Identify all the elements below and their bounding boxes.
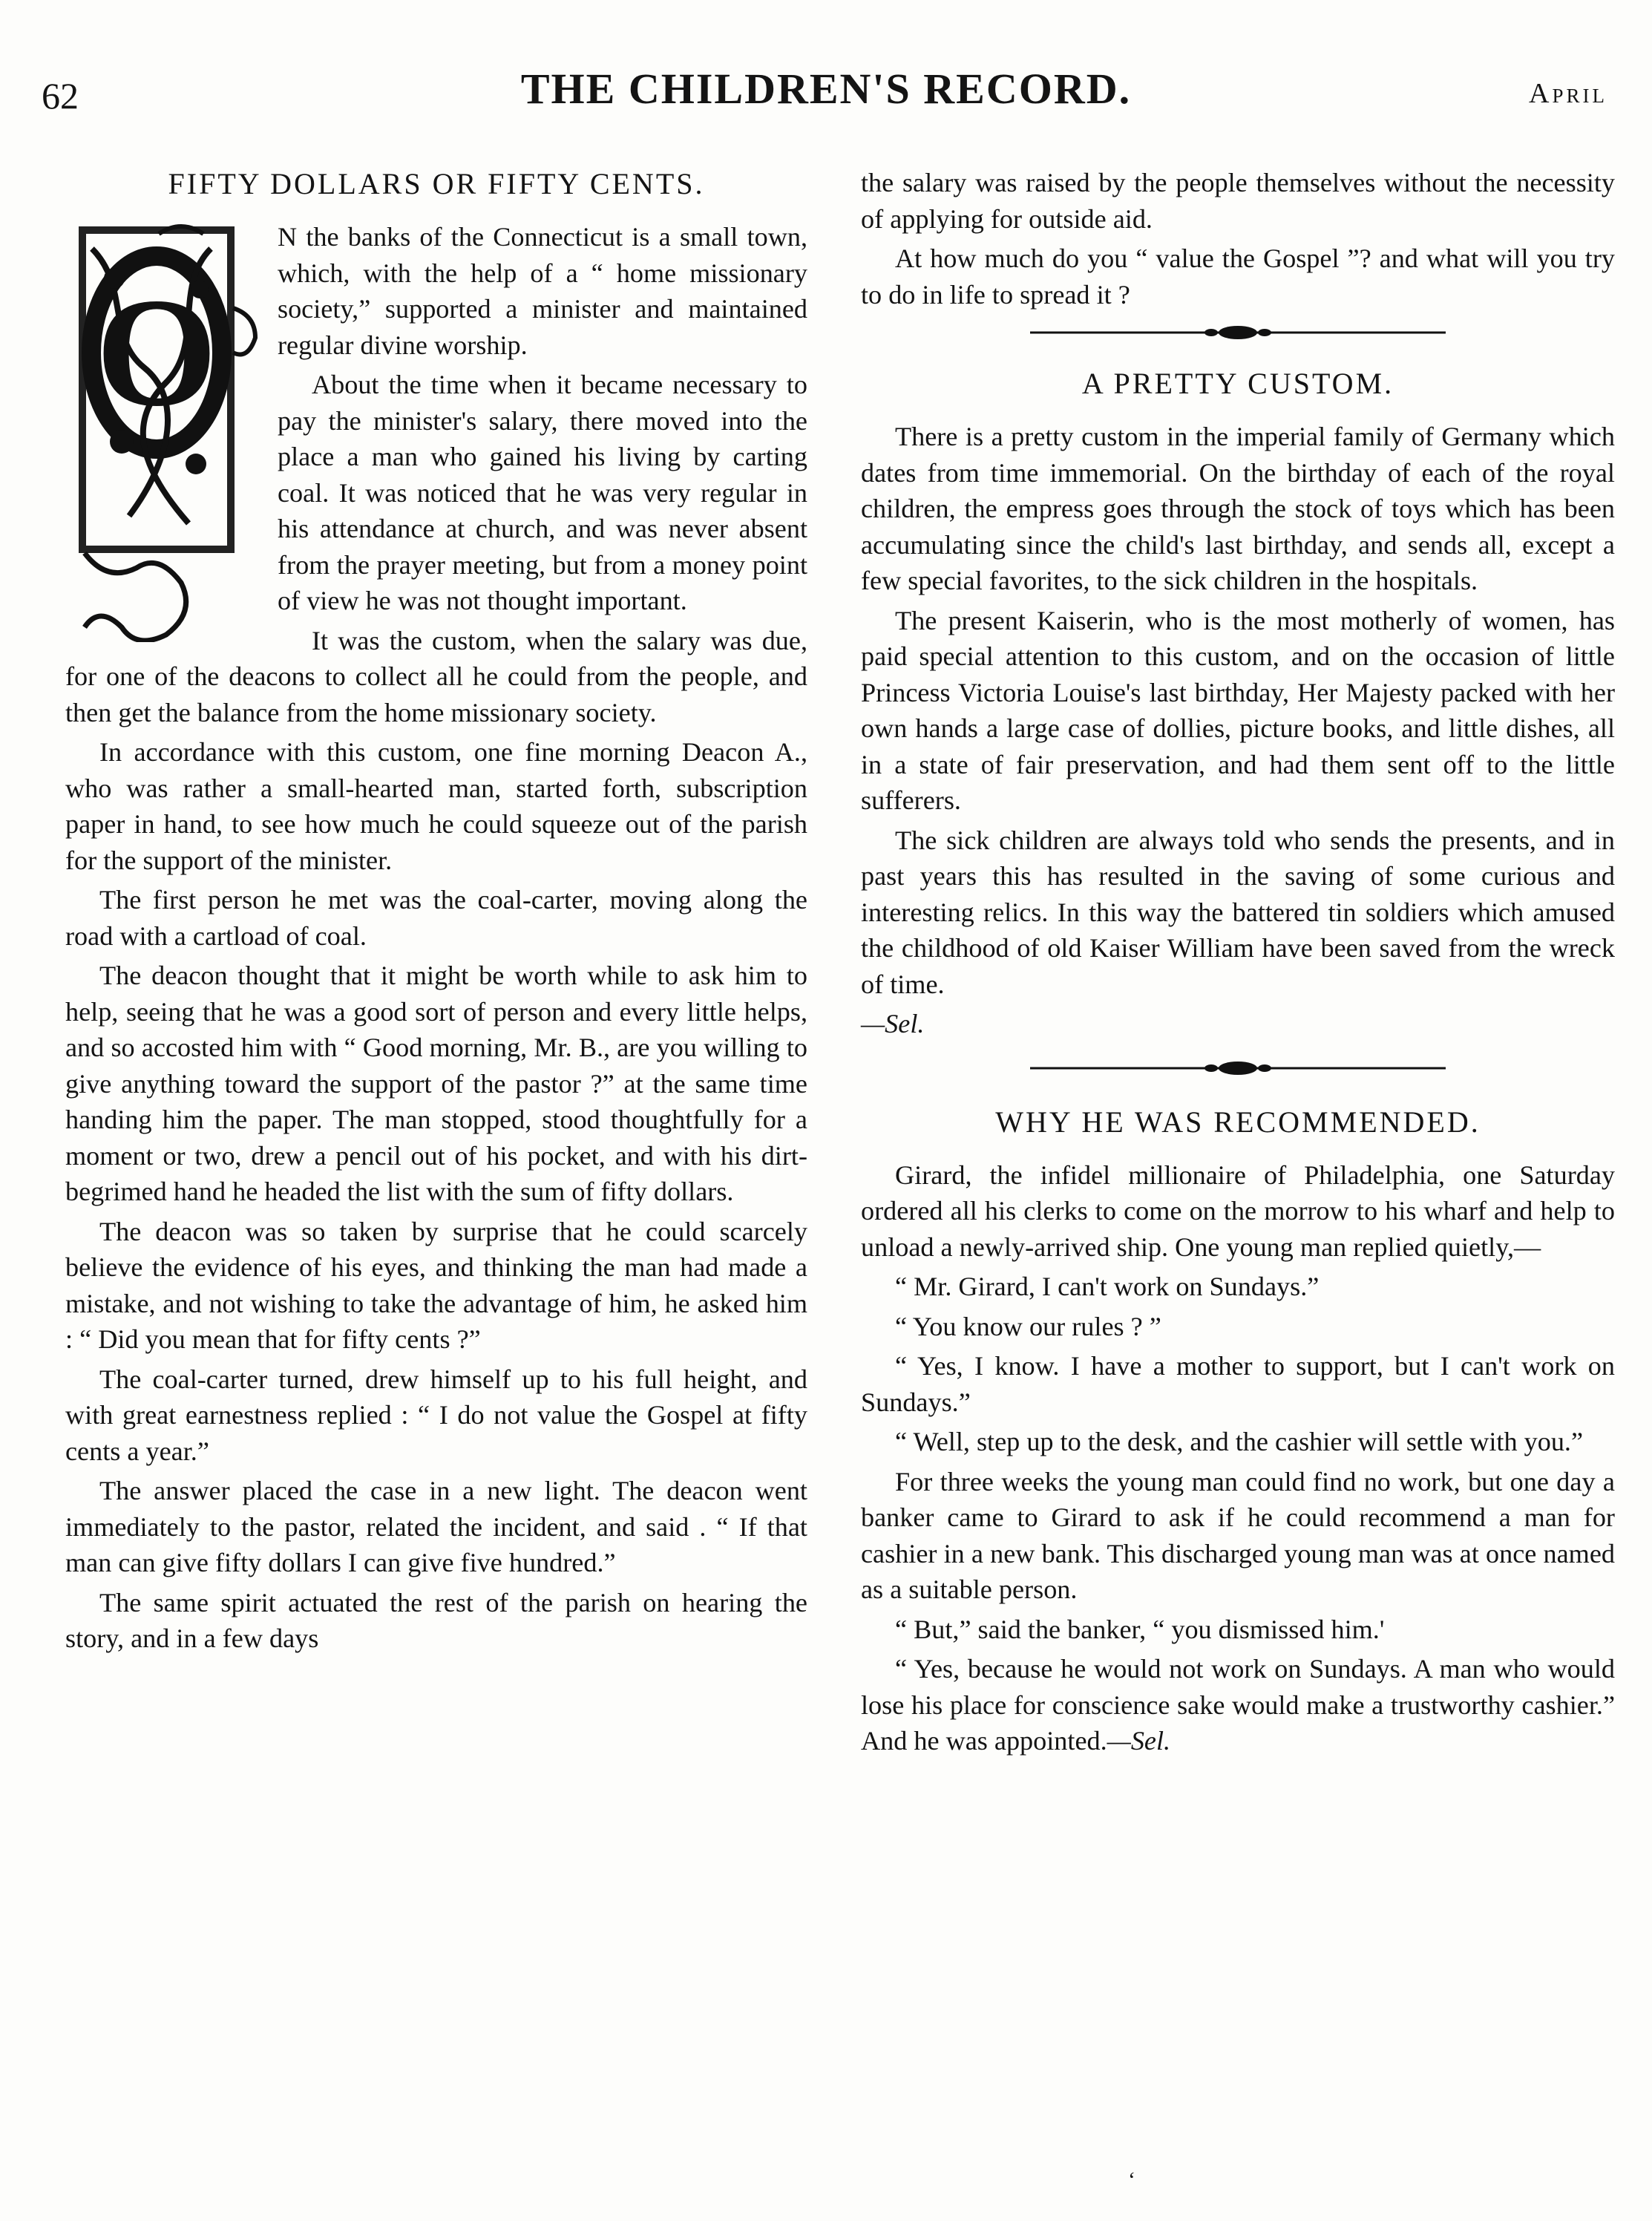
paragraph: The answer placed the case in a new light. The deacon went immediately to the pastor, related the incident, and said . “ If that man can give fifty dollars I can give five hundred.” [65,1476,807,1577]
source-credit [861,1006,1615,1042]
paragraph: For three weeks the young man could find no work, but one day a banker came to Girard to ask if he could recommend a man for cashier in a new bank. This discharged young man was at once named as a suitable person. [861,1466,1615,1604]
paragraph: N the banks of the Connecticut is a small town, which, with the help of a “ home missionary society,” supported a minister and maintained regular divine worship. [278,222,807,360]
paragraph [861,1651,1615,1759]
article-title-fifty-dollars: FIFTY DOLLARS OR FIFTY CENTS. [168,167,705,200]
ornamental-initial-o [62,219,261,642]
paragraph: There is a pretty custom in the imperial family of Germany which dates from time immemorial. On the birthday of each of the royal children, the empress goes through the stock of toys which has been accumulating since the child's last birthday, and sends all, except a few special favorites, to the sick children in the hospitals. [861,422,1615,595]
paragraph: “ But,” said the banker, “ you dismissed him.' [895,1614,1385,1644]
paragraph: The sick children are always told who sends the presents, and in past years this has resulted in the saving of some curious and interesting relics. In this way the battered tin soldiers which amused the childhood of old Kaiser William have been saved from the wreck of time. [861,825,1615,999]
article-title-why-recommended: WHY HE WAS RECOMMENDED. [995,1105,1481,1139]
ornamental-rule-icon [1030,321,1446,344]
paragraph: “ Well, step up to the desk, and the cashier will settle with you.” [895,1427,1584,1456]
paragraph: At how much do you “ value the Gospel ”? and what will you try to do in life to spread it ? [861,243,1615,310]
paragraph: “ Mr. Girard, I can't work on Sundays.” [895,1272,1320,1301]
paragraph: It was the custom, when the salary was due, for one of the deacons to collect all he could from the people, and then get the balance from the home missionary society. [65,625,807,727]
paragraph: The first person he met was the coal-carter, moving along the road with a cartload of coal. [65,885,807,951]
section-divider [861,321,1615,344]
svg-text:O: O [96,266,217,439]
paragraph: In accordance with this custom, one fine morning Deacon A., who was rather a small-hearted man, started forth, subscription paper in hand, to see how much he could squeeze out of the parish for the support of the minister. [65,737,807,875]
issue-month: April [1529,78,1607,109]
left-column [65,160,807,1661]
section-divider [861,1057,1615,1079]
paragraph: Girard, the infidel millionaire of Philadelphia, one Saturday ordered all his clerks to come on the morrow to his wharf and help to unload a newly-arrived ship. One young man replied quietly,— [861,1159,1615,1262]
paragraph: About the time when it became necessary to pay the minister's salary, there moved into the place a man who gained his living by carting coal. It was noticed that he was very regular in his attendance at church, and was never absent from the prayer meeting, but from a money point of view he was not thought important. [278,370,807,615]
source-credit-text: —Sel. [861,1009,925,1038]
journal-title: THE CHILDREN'S RECORD. [520,65,1132,113]
paragraph: The deacon thought that it might be worth while to ask him to help, seeing that he was a good sort of person and every little helps, and so accosted him with “ Good morning, Mr. B., are you willing to give anything toward the support of the pastor ?” at the same time handing him the paper. The man stopped, stood thoughtfully for a moment or two, drew a pencil out of his pocket, and with his dirt-begrimed hand he headed the list with the sum of fifty dollars. [65,961,807,1206]
article-title-pretty-custom: A PRETTY CUSTOM. [1081,367,1394,400]
printer-mark: ‘ [1128,2168,1135,2192]
right-column [861,165,1615,1763]
paragraph-continued: the salary was raised by the people themselves without the necessity of applying for outside aid. [861,168,1615,234]
paragraph: The deacon was so taken by surprise that he could scarcely believe the evidence of his eyes, and thinking the man had made a mistake, and not wishing to take the advantage of him, he asked him : “ Did you mean that for fifty cents ?” [65,1216,807,1354]
paragraph: The same spirit actuated the rest of the parish on hearing the story, and in a few days [65,1587,807,1653]
paragraph-text: “ Yes, because he would not work on Sundays. A man who would lose his place for conscience sake would make a trustworthy cashier.” And he was appointed. [861,1654,1615,1756]
paragraph: The present Kaiserin, who is the most motherly of women, has paid special attention to this custom, and on the occasion of little Princess Victoria Louise's last birthday, Her Majesty packed with her own hands a large case of dollies, picture books, and little dishes, all in a state of fair preservation, and had them sent off to the little sufferers. [861,605,1615,815]
ornamental-initial-icon [62,219,261,642]
paragraph: “ You know our rules ? ” [895,1311,1161,1341]
ornamental-rule-icon [1030,1057,1446,1079]
page-number: 62 [42,75,79,117]
paragraph: “ Yes, I know. I have a mother to support, but I can't work on Sundays.” [861,1351,1615,1417]
page-header [0,64,1652,131]
paragraph: The coal-carter turned, drew himself up to his full height, and with great earnestness replied : “ I do not value the Gospel at fifty cents a year.” [65,1364,807,1466]
source-credit-text: —Sel. [1107,1726,1171,1756]
